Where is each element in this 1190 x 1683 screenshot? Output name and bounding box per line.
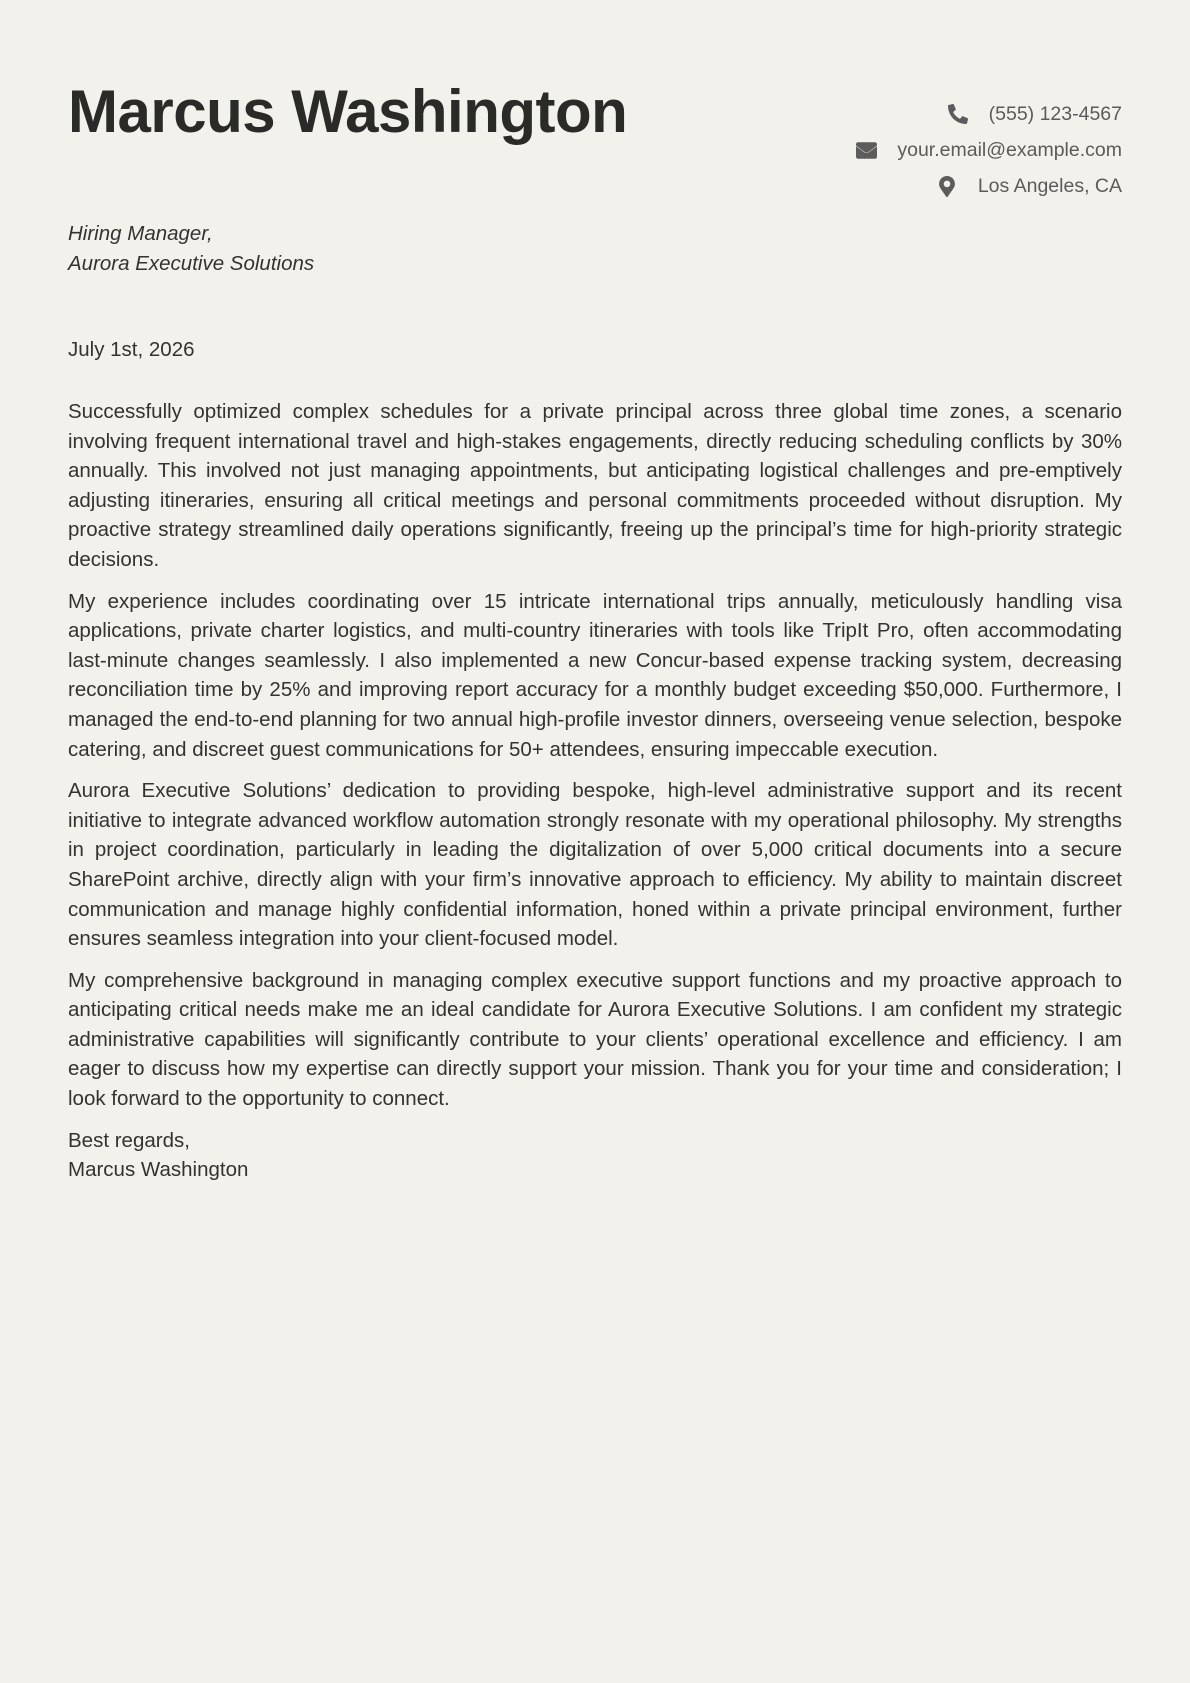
body-paragraph: My experience includes coordinating over 15 intricate international trips annually, meticulously handling visa applications, private charter logistics, and multi-country itineraries with tools like TripIt Pro, often accommodating last-minute changes seamlessly. I also implemented a new Concur-based expense tracking system, decreasing reconciliation time by 25% and improving report accuracy for a monthly budget exceeding $50,000. Furthermore, I managed the end-to-end planning for two annual high-profile investor dinners, overseeing venue selection, bespoke catering, and discreet guest communications for 50+ attendees, ensuring impeccable execution. bbox=[68, 589, 1122, 761]
body-paragraph: Successfully optimized complex schedules for a private principal across three global time zones, a scenario involving frequent international travel and high-stakes engagements, directly reducing scheduling conflicts by 30% annually. This involved not just managing appointments, but anticipating logistical challenges and pre-emptively adjusting itineraries, ensuring all critical meetings and personal commitments proceeded without disruption. My proactive strategy streamlined daily operations significantly, freeing up the principal’s time for high-priority strategic decisions. bbox=[68, 400, 1122, 571]
recipient-title: Hiring Manager, bbox=[68, 222, 213, 245]
letter-header bbox=[68, 76, 1122, 206]
closing-salutation: Best regards, bbox=[68, 1128, 190, 1152]
contact-phone-text: (555) 123-4567 bbox=[988, 102, 1122, 125]
contact-phone bbox=[602, 96, 1122, 132]
closing-signature: Marcus Washington bbox=[68, 1158, 249, 1182]
phone-icon bbox=[947, 103, 969, 125]
contact-info bbox=[602, 96, 1122, 204]
contact-email bbox=[602, 132, 1122, 168]
body-paragraph: My comprehensive background in managing complex executive support functions and my proactive approach to anticipating critical needs make me an ideal candidate for Aurora Executive Solutions. I am confident my strategic administrative capabilities will significantly contribute to your clients’ operational excellence and efficiency. I am eager to discuss how my expertise can directly support your mission. Thank you for your time and consideration; I look forward to the opportunity to connect. bbox=[68, 968, 1122, 1111]
contact-email-text: your.email@example.com bbox=[897, 138, 1122, 161]
recipient-company: Aurora Executive Solutions bbox=[68, 252, 315, 275]
closing-block bbox=[68, 1126, 1122, 1185]
envelope-icon bbox=[855, 139, 877, 161]
cover-letter-page bbox=[68, 0, 1122, 1683]
letter-body bbox=[68, 397, 1122, 1185]
map-pin-icon bbox=[936, 175, 958, 197]
letter-date: July 1st, 2026 bbox=[68, 338, 195, 361]
applicant-name: Marcus Washington bbox=[68, 78, 628, 145]
body-paragraph: Aurora Executive Solutions’ dedication to providing bespoke, high-level administrative support and its recent initiative to integrate advanced workflow automation strongly resonate with my operational philosophy. My strengths in project coordination, particularly in leading the digitalization of over 5,000 critical documents into a secure SharePoint archive, directly align with your firm’s innovative approach to efficiency. My ability to maintain discreet communication and manage highly confidential information, honed within a private principal environment, further ensures seamless integration into your client-focused model. bbox=[68, 779, 1122, 951]
contact-location-text: Los Angeles, CA bbox=[977, 174, 1122, 197]
contact-location bbox=[602, 168, 1122, 204]
recipient-block bbox=[68, 219, 314, 279]
